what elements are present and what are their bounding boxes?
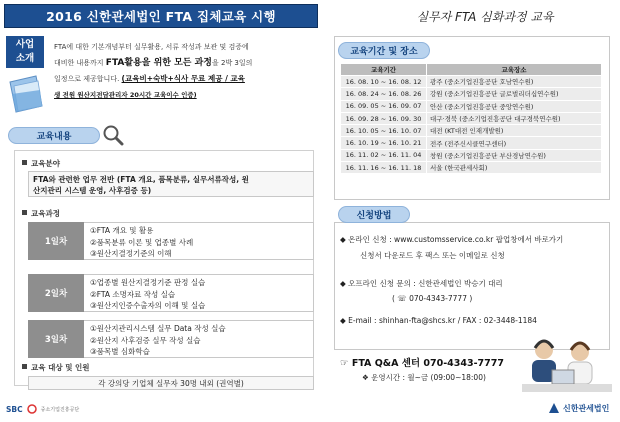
table-row: 16. 09. 05 ~ 16. 09. 07 안산 (중소기업진흥공단 중앙연수원)	[341, 100, 602, 112]
intro-badge-line2: 소개	[15, 53, 35, 64]
email-line: ◆ E-mail : shinhan-fta@shcs.kr / FAX : 02-3448-1184	[340, 316, 537, 325]
intro-badge	[6, 36, 44, 68]
call-center-illustration	[522, 330, 612, 396]
phone-line: ( ☏ 070-4343-7777 )	[392, 294, 473, 303]
schedule-tag: 교육기간 및 장소	[338, 42, 430, 59]
day-row	[28, 274, 314, 312]
shinhan-mark-icon	[548, 402, 560, 414]
day-items: ①원산지관리시스템 실무 Data 작성 실습 ②원산지 사후검증 실무 작성 실습 ③품목별 심화학습	[84, 320, 314, 358]
table-row: 16. 10. 19 ~ 16. 10. 21 전주 (전주신시클연구센터)	[341, 137, 602, 149]
day-label: 2일차	[28, 274, 84, 312]
target-heading: 교육 대상 및 인원	[22, 362, 90, 373]
field-heading: 교육분야	[22, 158, 60, 169]
shinhan-logo: 신한관세법인	[548, 402, 609, 414]
day-row	[28, 222, 314, 260]
field-text: FTA와 관련한 업무 전반 (FTA 개요, 품목분류, 실무서류작성, 원 산지관리 시스템 운영, 사후검증 등)	[28, 171, 314, 197]
diamond-icon: ◆	[340, 235, 349, 244]
table-row: 16. 10. 05 ~ 16. 10. 07 대전 (KT대전 인재개발원)	[341, 125, 602, 137]
page-title: 2016 신한관세법인 FTA 집체교육 시행	[4, 4, 318, 28]
intro-line-4: 생 전원 원산지전담관리자 20시간 교육이수 인증)	[54, 90, 197, 99]
diamond-icon: ◆	[340, 279, 349, 288]
sbc-mark-icon	[27, 404, 37, 414]
column-header: 교육장소	[427, 64, 602, 76]
curriculum-tag: 교육내용	[8, 127, 100, 144]
intro-badge-line1: 사업	[15, 39, 35, 50]
intro-text	[54, 40, 320, 103]
column-header: 교육기간	[341, 64, 427, 76]
intro-line-3: 일정으로 제공합니다. (교육비+숙박+식사 무료 제공 / 교육	[54, 74, 245, 83]
page-subtitle: 실무자 FTA 심화과정 교육	[416, 10, 554, 24]
table-row: 16. 09. 28 ~ 16. 09. 30 대구·경북 (중소기업진흥공단 대구경북연수원)	[341, 112, 602, 124]
intro-line-1: FTA에 대한 기본개념부터 실무활용, 서류 작성과 보관 및 검증에	[54, 43, 249, 51]
table-header-row	[341, 64, 602, 76]
folder-icon	[6, 72, 46, 116]
bullet-icon	[22, 210, 27, 215]
table-row: 16. 11. 16 ~ 16. 11. 18 서울 (한국관세사회)	[341, 162, 602, 174]
offline-apply-line: ◆ 오프라인 신청 문의 : 신한관세법인 박승기 대리	[340, 279, 503, 288]
schedule-table	[340, 63, 602, 174]
course-heading: 교육과정	[22, 208, 60, 219]
day-label: 1일차	[28, 222, 84, 260]
diamond-icon: ◆	[340, 316, 349, 325]
day-row	[28, 320, 314, 358]
day-items: ①FTA 개요 및 활용 ②품목분류 이론 및 업종별 사례 ③원산지결정기준의 이해	[84, 222, 314, 260]
bullet-icon	[22, 364, 27, 369]
day-label: 3일차	[28, 320, 84, 358]
hours-line: ❖ 운영시간 : 월~금 (09:00~18:00)	[362, 373, 486, 382]
faq-center: ☞ FTA Q&A 센터 070-4343-7777	[340, 358, 504, 369]
table-row: 16. 08. 24 ~ 16. 08. 26 강원 (중소기업진흥공단 글로벌리더십연수원)	[341, 88, 602, 100]
bullet-icon	[22, 160, 27, 165]
apply-tag: 신청방법	[338, 206, 410, 223]
online-apply-line-2: 신청서 다운로드 후 팩스 또는 이메일로 신청	[360, 251, 505, 260]
sbc-logo: SBC 중소기업진흥공단	[6, 404, 80, 414]
magnifier-icon	[102, 124, 124, 146]
online-apply-line: ◆ 온라인 신청 : www.customsservice.co.kr 팝업창에서 바로가기	[340, 235, 564, 244]
day-items: ①업종별 원산지결정기준 판정 실습 ②FTA 소명자료 작성 실습 ③원산지인증수출자의 이해 및 실습	[84, 274, 314, 312]
hand-pointer-icon: ☞	[340, 358, 352, 369]
diamond-icon: ❖	[362, 373, 372, 382]
target-text: 각 강의당 기업체 실무자 30명 내외 (권역별)	[28, 376, 314, 390]
intro-line-2: 대비한 내용까지 FTA활용을 위한 모든 과정을 2박 3일의	[54, 57, 253, 68]
table-row: 16. 08. 10 ~ 16. 08. 12 광주 (중소기업진흥공단 호남연수원)	[341, 76, 602, 88]
table-row: 16. 11. 02 ~ 16. 11. 04 창원 (중소기업진흥공단 부산경남연수원)	[341, 149, 602, 161]
